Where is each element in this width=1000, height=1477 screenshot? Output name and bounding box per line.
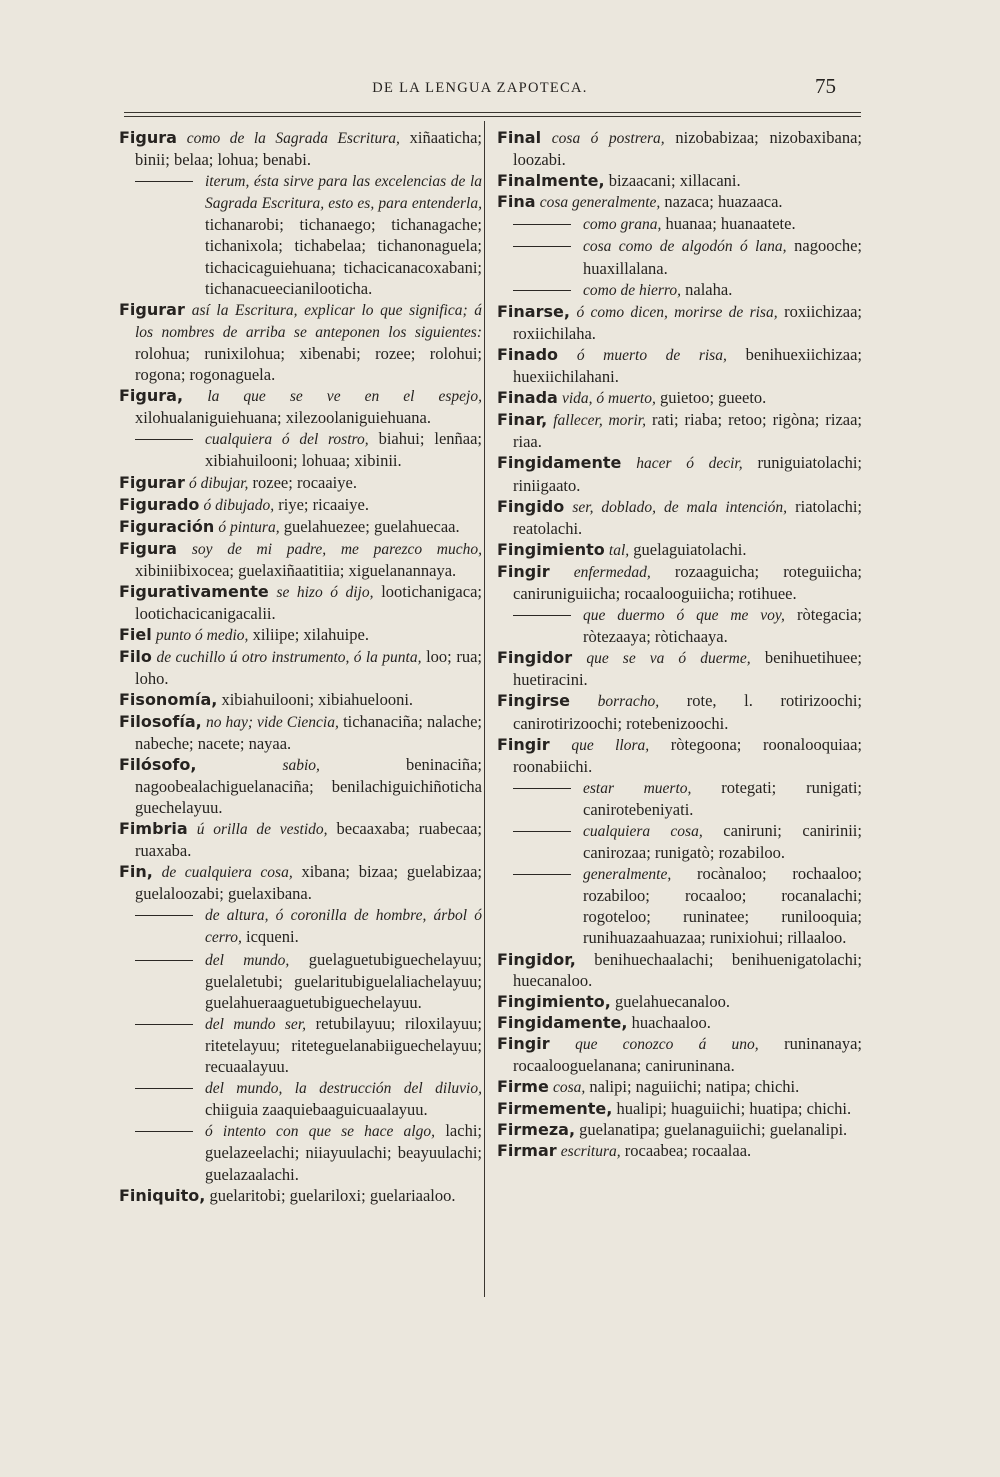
entry-gloss: la que se ve en el espejo, bbox=[207, 388, 482, 406]
entry-gloss: que se va ó duerme, bbox=[586, 650, 751, 668]
entry-translation: roxiichizaa; roxiichilaha. bbox=[513, 301, 862, 343]
repeat-dash bbox=[513, 615, 571, 616]
entry-gloss: borracho, bbox=[597, 693, 660, 711]
entry-gloss: de cualquiera cosa, bbox=[161, 864, 293, 882]
entry-gloss: de cuchillo ú otro instrumento, ó la punta, bbox=[156, 649, 422, 667]
sub-entry bbox=[497, 820, 862, 863]
dictionary-entry bbox=[497, 387, 862, 409]
repeat-dash bbox=[135, 915, 193, 916]
page-number: 75 bbox=[815, 74, 836, 98]
entry-gloss: vida, ó muerto, bbox=[561, 390, 656, 408]
dictionary-entry bbox=[497, 409, 862, 452]
entry-headword: Fingido bbox=[497, 496, 565, 516]
dictionary-entry bbox=[497, 1098, 862, 1119]
entry-headword: Figurativamente bbox=[119, 581, 269, 601]
sub-entry bbox=[119, 428, 482, 471]
entry-gloss: hacer ó decir, bbox=[636, 455, 743, 473]
entry-translation: icqueni. bbox=[241, 927, 299, 947]
sub-entry bbox=[497, 213, 862, 235]
entry-headword: Figura bbox=[119, 538, 177, 558]
dictionary-entry bbox=[497, 647, 862, 690]
entry-headword: Firmar bbox=[497, 1141, 557, 1161]
repeat-dash bbox=[135, 1131, 193, 1132]
entry-headword: Final bbox=[497, 128, 542, 147]
entry-headword: Firme bbox=[497, 1077, 549, 1097]
sub-entry bbox=[497, 777, 862, 820]
entry-gloss: tal, bbox=[608, 541, 630, 559]
entry-translation: nalaha. bbox=[681, 279, 733, 299]
dictionary-entry bbox=[497, 734, 862, 777]
sub-entry bbox=[119, 949, 482, 1013]
entry-translation: rotegati; runigati; canirotebeniyati. bbox=[583, 777, 862, 819]
entry-gloss: de altura, ó coronilla de hombre, árbol ó cerro, bbox=[205, 907, 482, 947]
entry-gloss: ó dibujar, bbox=[188, 474, 249, 492]
entry-headword: Figura bbox=[119, 128, 177, 147]
dictionary-entry bbox=[119, 127, 482, 170]
dictionary-entry bbox=[119, 711, 482, 754]
entry-gloss: cosa, bbox=[552, 1079, 586, 1097]
entry-translation: ròtegacia; ròtezaaya; ròtichaaya. bbox=[583, 605, 863, 647]
entry-gloss: como de hierro, bbox=[583, 281, 682, 299]
entry-translation: guelaritobi; guelariloxi; guelariaaloo. bbox=[209, 1185, 456, 1205]
entry-translation: tichanarobi; tichanaego; tichanagache; tichanixola; tichabelaa; tichanonaguela; tichacicaguiehuana; tichacicanacoxabani; tichanacueecianilooticha. bbox=[205, 215, 482, 298]
entry-gloss: del mundo ser, bbox=[205, 1015, 307, 1033]
entry-translation: nazaca; huazaaca. bbox=[660, 192, 783, 212]
dictionary-entry bbox=[497, 191, 862, 213]
entry-translation: nizobabizaa; nizobaxibana; loozabi. bbox=[513, 128, 862, 170]
entry-translation: lootichanigaca; lootichacicanigacalii. bbox=[135, 581, 482, 624]
entry-headword: Firmeza, bbox=[497, 1120, 576, 1140]
sub-entry bbox=[119, 1013, 482, 1077]
dictionary-entry bbox=[119, 494, 482, 516]
entry-headword: Figurar bbox=[119, 472, 185, 492]
dictionary-entry bbox=[497, 452, 862, 495]
entry-headword: Finada bbox=[497, 388, 558, 408]
entry-gloss: fallecer, morir, bbox=[553, 412, 646, 430]
entry-translation: retubilayuu; riloxilayuu; ritetelayuu; riteteguelanabiiguechelayuu; recuaalayuu. bbox=[205, 1013, 483, 1077]
entry-translation: riye; ricaaiye. bbox=[274, 494, 369, 514]
entry-headword: Fingimiento, bbox=[497, 991, 611, 1011]
dictionary-entry bbox=[119, 1185, 482, 1206]
sub-entry bbox=[497, 279, 862, 301]
dictionary-entry bbox=[497, 1076, 862, 1098]
entry-headword: Finar, bbox=[497, 410, 548, 430]
entry-headword: Figura, bbox=[119, 386, 184, 406]
entry-gloss: ó dibujado, bbox=[203, 496, 275, 514]
repeat-dash bbox=[513, 874, 571, 875]
running-header bbox=[124, 74, 836, 102]
entry-translation: guelahuecanaloo. bbox=[614, 991, 730, 1011]
entry-translation: rocànaloo; rochaaloo; rozabiloo; rocaaloo; rocanalachi; rogoteloo; runinatee; runilooquia; runihuazaahuazaa; runixiohui; rillaaloo. bbox=[583, 864, 862, 948]
entry-gloss: como grana, bbox=[583, 216, 662, 234]
entry-translation: huanaa; huanaatete. bbox=[661, 214, 796, 234]
dictionary-entry bbox=[119, 689, 482, 710]
repeat-dash bbox=[513, 290, 571, 291]
entry-translation: guietoo; gueeto. bbox=[655, 388, 767, 408]
entry-gloss: cosa ó postrera, bbox=[551, 130, 665, 147]
dictionary-entry bbox=[497, 991, 862, 1012]
entry-headword: Fingidamente, bbox=[497, 1012, 628, 1032]
right-column bbox=[497, 127, 862, 1163]
entry-headword: Finiquito, bbox=[119, 1185, 206, 1205]
entry-gloss: cualquiera cosa, bbox=[583, 823, 703, 840]
dictionary-entry bbox=[119, 646, 482, 689]
entry-translation: runiguiatolachi; riniigaato. bbox=[513, 453, 862, 495]
entry-gloss: sabio, bbox=[282, 756, 320, 774]
repeat-dash bbox=[135, 181, 193, 182]
header-rule-top bbox=[124, 112, 861, 113]
entry-translation: loo; rua; loho. bbox=[135, 647, 482, 689]
dictionary-entry bbox=[497, 1033, 862, 1076]
dictionary-entry bbox=[497, 496, 862, 539]
entry-gloss: ser, doblado, de mala intención, bbox=[572, 498, 787, 516]
dictionary-entry bbox=[119, 624, 482, 646]
entry-translation: runinanaya; rocaalooguelanana; caniruninana. bbox=[513, 1033, 863, 1076]
entry-translation: xiñaaticha; binii; belaa; lohua; benabi. bbox=[135, 128, 482, 170]
dictionary-entry bbox=[497, 127, 862, 170]
dictionary-entry bbox=[497, 539, 862, 561]
entry-headword: Filo bbox=[119, 647, 152, 667]
entry-headword: Fingir bbox=[497, 734, 550, 754]
entry-gloss: cosa como de algodón ó lana, bbox=[583, 238, 787, 256]
entry-gloss: cualquiera ó del rostro, bbox=[205, 431, 369, 449]
entry-translation: rozee; rocaaiye. bbox=[248, 472, 357, 492]
entry-gloss: ó intento con que se hace algo, bbox=[205, 1123, 435, 1141]
entry-translation: xibana; bizaa; guelabizaa; guelaloozabi; guelaxibana. bbox=[135, 862, 483, 904]
sub-entry bbox=[497, 863, 862, 948]
entry-gloss: iterum, ésta sirve para las excelencias de la Sagrada Escritura, esto es, para entenderla, bbox=[205, 173, 482, 213]
entry-translation: xibiniibixocea; guelaxiñaatitiia; xiguelanannaya. bbox=[135, 560, 457, 580]
dictionary-entry bbox=[119, 754, 482, 818]
entry-translation: guelaguiatolachi. bbox=[629, 539, 747, 559]
dictionary-entry bbox=[497, 344, 862, 387]
sub-entry bbox=[497, 604, 862, 647]
repeat-dash bbox=[135, 439, 193, 440]
dictionary-entry bbox=[497, 690, 862, 733]
entry-gloss: punto ó medio, bbox=[155, 627, 249, 645]
entry-gloss: cosa generalmente, bbox=[539, 194, 661, 212]
entry-gloss: enfermedad, bbox=[573, 563, 651, 581]
dictionary-entry bbox=[497, 949, 862, 991]
entry-translation: xilohualaniguiehuana; xilezoolaniguiehuana. bbox=[135, 408, 431, 428]
entry-translation: rocaabea; rocaalaa. bbox=[620, 1141, 752, 1161]
entry-translation: guelanatipa; guelanaguiichi; guelanalipi. bbox=[579, 1120, 848, 1140]
entry-headword: Fina bbox=[497, 192, 536, 212]
entry-gloss: del mundo, la destrucción del diluvio, bbox=[205, 1080, 482, 1098]
entry-headword: Filósofo, bbox=[119, 754, 197, 774]
entry-gloss: ó como dicen, morirse de risa, bbox=[576, 303, 778, 321]
column-divider bbox=[484, 121, 485, 1297]
dictionary-entry bbox=[119, 818, 482, 861]
dictionary-entry bbox=[119, 861, 482, 904]
entry-headword: Filosofía, bbox=[119, 711, 202, 731]
entry-translation: guelaguetubiguechelayuu; guelaletubi; guelaritubiguelaliachelayuu; guelahueraaguetubiguechelayuu. bbox=[205, 949, 482, 1012]
header-rule-bottom bbox=[124, 116, 861, 117]
entry-headword: Fingidor, bbox=[497, 949, 576, 969]
entry-headword: Fisonomía, bbox=[119, 690, 218, 710]
dictionary-entry bbox=[497, 1140, 862, 1162]
entry-headword: Fimbria bbox=[119, 819, 188, 838]
repeat-dash bbox=[135, 1024, 193, 1025]
entry-headword: Fingir bbox=[497, 561, 550, 581]
entry-headword: Fingidor bbox=[497, 648, 573, 668]
entry-translation: benihuetihuee; huetiracini. bbox=[513, 648, 863, 690]
dictionary-entry bbox=[497, 1119, 862, 1140]
entry-translation: chiiguia zaaquiebaaguicuaalayuu. bbox=[205, 1100, 428, 1120]
entry-translation: beninaciña; nagoobealachiguelanaciña; benilachiguichiñoticha guechelayuu. bbox=[135, 754, 483, 817]
entry-headword: Finarse, bbox=[497, 301, 570, 321]
entry-headword: Finalmente, bbox=[497, 171, 605, 191]
entry-translation: hualipi; huaguiichi; huatipa; chichi. bbox=[616, 1099, 852, 1119]
entry-translation: guelahuezee; guelahuecaa. bbox=[279, 516, 460, 536]
repeat-dash bbox=[135, 960, 193, 961]
dictionary-entry bbox=[119, 538, 482, 581]
entry-translation: benihuechaalachi; benihuenigatolachi; huecanaloo. bbox=[513, 949, 862, 990]
entry-gloss: escritura, bbox=[560, 1143, 621, 1161]
sub-entry bbox=[119, 1077, 482, 1120]
sub-entry bbox=[119, 904, 482, 948]
repeat-dash bbox=[513, 831, 571, 832]
entry-headword: Fingir bbox=[497, 1033, 550, 1053]
entry-gloss: se hizo ó dijo, bbox=[276, 583, 374, 601]
entry-gloss: que conozco á uno, bbox=[575, 1035, 759, 1053]
entry-translation: rote, l. rotirizoochi; canirotirizoochi; rotebenizoochi. bbox=[513, 691, 863, 733]
dictionary-entry bbox=[497, 301, 862, 344]
entry-gloss: ó muerto de risa, bbox=[576, 346, 727, 364]
entry-headword: Figuración bbox=[119, 516, 215, 536]
dictionary-entry bbox=[119, 385, 482, 428]
dictionary-entry bbox=[119, 472, 482, 494]
repeat-dash bbox=[135, 1088, 193, 1089]
entry-translation: rozaaguicha; roteguiicha; caniruniguiicha; rocaalooguiicha; rotihuee. bbox=[513, 561, 862, 603]
entry-gloss: no hay; vide Ciencia, bbox=[205, 713, 339, 731]
entry-translation: nalipi; naguiichi; natipa; chichi. bbox=[585, 1077, 800, 1097]
entry-gloss: ú orilla de vestido, bbox=[196, 821, 328, 838]
dictionary-entry bbox=[119, 581, 482, 624]
sub-entry bbox=[497, 235, 862, 278]
repeat-dash bbox=[513, 224, 571, 225]
entry-gloss: del mundo, bbox=[205, 951, 290, 969]
entry-gloss: que duermo ó que me voy, bbox=[583, 607, 785, 625]
entry-headword: Finado bbox=[497, 344, 559, 364]
entry-gloss: estar muerto, bbox=[583, 779, 692, 797]
entry-translation: huachaaloo. bbox=[631, 1012, 711, 1032]
entry-translation: benihuexiichizaa; huexiichilahani. bbox=[513, 344, 862, 387]
entry-gloss: generalmente, bbox=[583, 866, 672, 884]
entry-headword: Fingimiento bbox=[497, 539, 605, 559]
entry-gloss: así la Escritura, explicar lo que significa; á los nombres de arriba se anteponen los siguientes: bbox=[135, 301, 482, 341]
entry-headword: Figurar bbox=[119, 299, 185, 319]
entry-translation: becaaxaba; ruabecaa; ruaxaba. bbox=[135, 819, 482, 861]
sub-entry bbox=[119, 1120, 482, 1184]
entry-translation: caniruni; canirinii; canirozaa; runigatò; rozabiloo. bbox=[583, 821, 862, 863]
entry-headword: Fiel bbox=[119, 625, 152, 645]
dictionary-entry bbox=[497, 1012, 862, 1033]
repeat-dash bbox=[513, 246, 571, 247]
entry-headword: Firmemente, bbox=[497, 1099, 613, 1119]
entry-translation: lachi; guelazeelachi; niiayuulachi; beayuulachi; guelazaalachi. bbox=[205, 1121, 482, 1184]
entry-gloss: como de la Sagrada Escritura, bbox=[186, 130, 400, 147]
entry-translation: biahui; lenñaa; xibiahuilooni; lohuaa; xibinii. bbox=[205, 429, 482, 471]
entry-gloss: ó pintura, bbox=[218, 518, 280, 536]
entry-headword: Fingirse bbox=[497, 691, 571, 711]
running-title: DE LA LENGUA ZAPOTECA. bbox=[372, 80, 588, 96]
entry-gloss: soy de mi padre, me parezco mucho, bbox=[191, 540, 482, 558]
repeat-dash bbox=[513, 788, 571, 789]
entry-translation: riatolachi; reatolachi. bbox=[513, 496, 863, 538]
entry-headword: Fingidamente bbox=[497, 453, 622, 473]
entry-translation: nagooche; huaxillalana. bbox=[583, 236, 862, 278]
entry-gloss: que llora, bbox=[571, 736, 650, 754]
entry-headword: Figurado bbox=[119, 494, 200, 514]
dictionary-entry bbox=[497, 170, 862, 191]
dictionary-entry bbox=[497, 561, 862, 604]
entry-headword: Fin, bbox=[119, 862, 153, 882]
left-column bbox=[119, 127, 482, 1206]
entry-translation: rati; riaba; retoo; rigòna; rizaa; riaa. bbox=[513, 410, 863, 452]
entry-translation: xiliipe; xilahuipe. bbox=[248, 625, 369, 645]
entry-translation: xibiahuilooni; xibiahuelooni. bbox=[221, 690, 414, 710]
dictionary-entry bbox=[119, 299, 482, 385]
entry-translation: ròtegoona; roonalooquiaa; roonabiichi. bbox=[513, 734, 863, 776]
sub-entry bbox=[119, 170, 482, 299]
entry-translation: tichanaciña; nalache; nabeche; nacete; nayaa. bbox=[135, 711, 482, 753]
entry-translation: bizaacani; xillacani. bbox=[608, 171, 741, 191]
dictionary-entry bbox=[119, 516, 482, 538]
entry-translation: rolohua; runixilohua; xibenabi; rozee; rolohui; rogona; rogonaguela. bbox=[135, 343, 482, 385]
